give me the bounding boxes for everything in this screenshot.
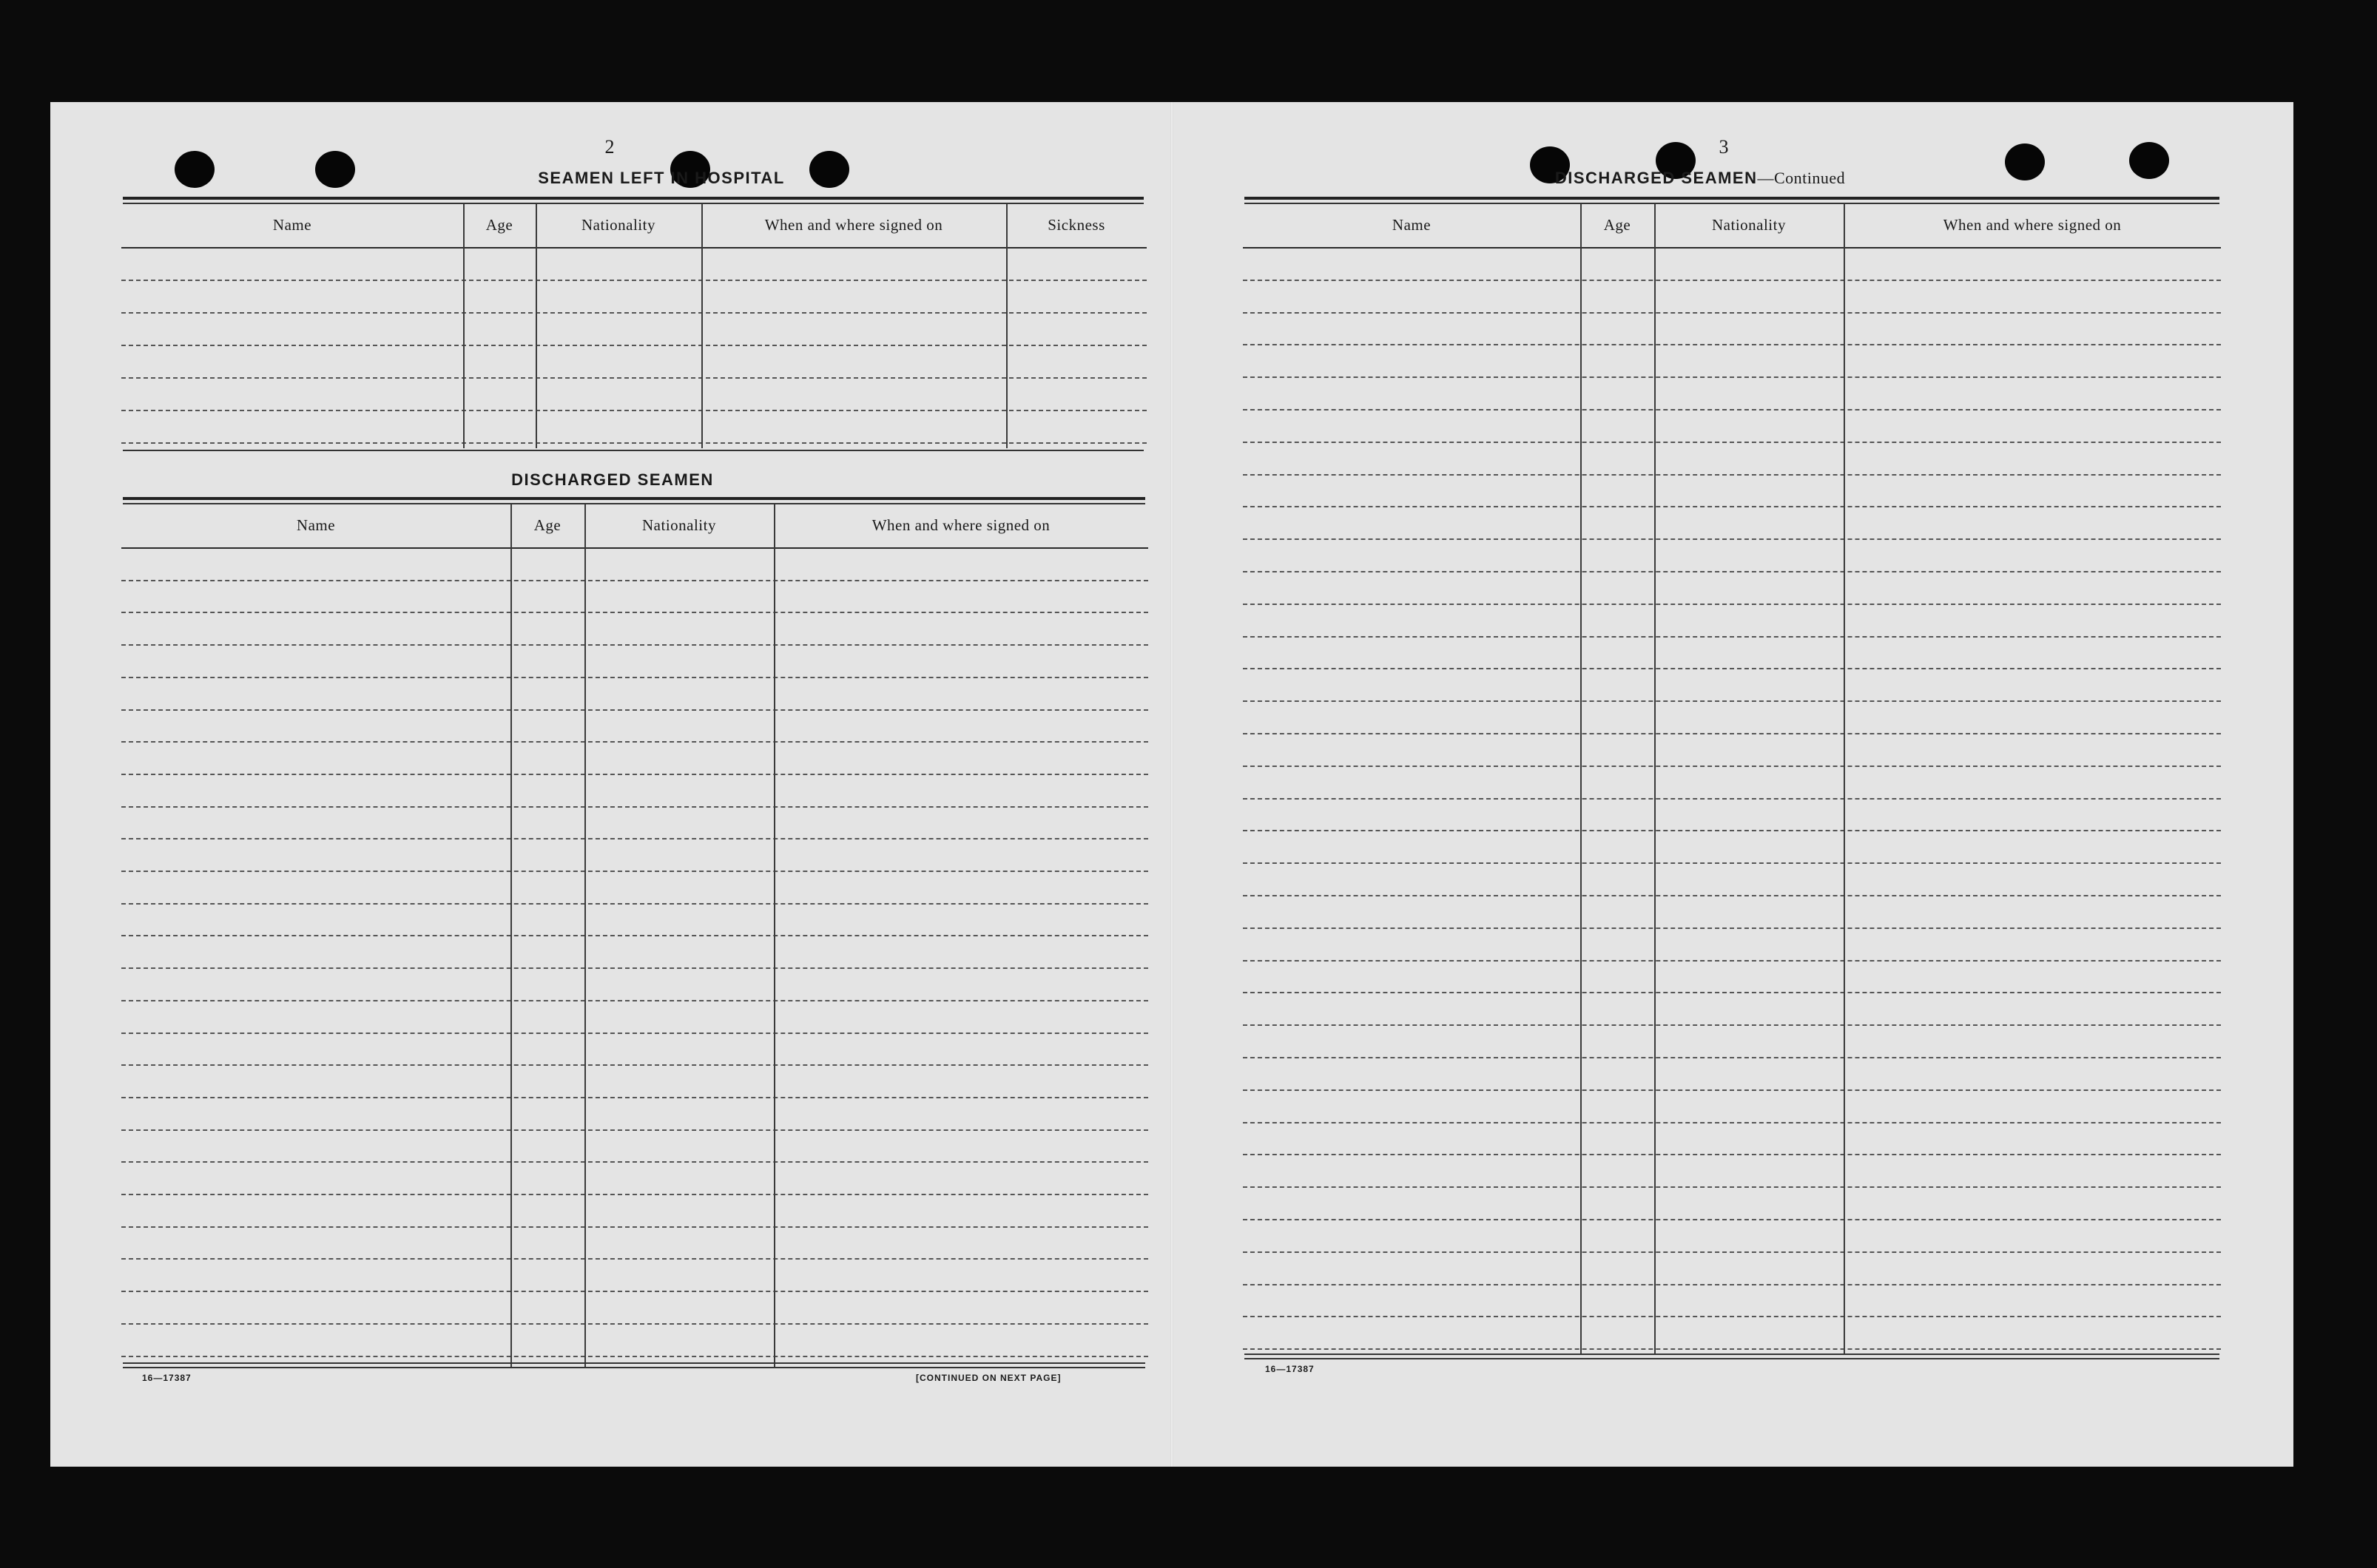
column-divider [1654,204,1656,1354]
table-row [121,345,1147,346]
table-row [1243,442,2221,443]
header-rule [121,247,1147,249]
table-row [1243,506,2221,507]
paper-spread [50,102,2293,1467]
section-title-main: DISCHARGED SEAMEN [1554,169,1758,187]
table-row [1243,927,2221,929]
table-row [1243,344,2221,345]
column-header: Age [485,216,513,234]
table-row [1243,538,2221,540]
table-row [121,806,1148,808]
punch-hole [2005,143,2045,180]
form-code: 16—17387 [142,1373,192,1383]
table-row [121,677,1148,678]
hospital-section-title: SEAMEN LEFT IN HOSPITAL [538,169,785,187]
column-header: When and where signed on [1943,216,2122,234]
table-row [1243,1316,2221,1317]
column-header: Name [272,216,312,234]
column-header: Name [296,516,336,534]
table-row [1243,1348,2221,1350]
column-header: Age [1603,216,1631,234]
punch-hole [315,151,355,188]
table-row [121,935,1148,936]
table-row [121,1000,1148,1001]
table-row [1243,1284,2221,1285]
table-row [121,644,1148,646]
table-row [1243,960,2221,962]
table-row [121,871,1148,872]
table-row [1243,1251,2221,1253]
table-row [121,580,1148,581]
table-row [1243,862,2221,864]
table-bottom-rule [1244,1358,2219,1359]
table-row [121,312,1147,314]
table-row [1243,1122,2221,1123]
right-page [1172,102,2293,1467]
table-row [1243,474,2221,476]
table-row [121,1064,1148,1066]
punch-hole [2129,142,2169,179]
table-row [1243,700,2221,702]
table-row [121,1323,1148,1325]
column-divider [510,504,512,1368]
header-rule [121,547,1148,549]
table-row [121,1033,1148,1034]
discharged-table [121,504,1148,1463]
page-number: 2 [604,136,615,158]
table-row [1243,604,2221,605]
header-rule [1243,247,2221,249]
column-header: Nationality [642,516,716,534]
table-row [121,903,1148,905]
discharged-section-title: DISCHARGED SEAMEN [511,470,714,489]
column-header: When and where signed on [871,516,1051,534]
table-row [121,410,1147,411]
table-row [121,1291,1148,1292]
column-divider [774,504,775,1368]
left-page [50,102,1172,1467]
discharged-continued-title [1523,169,1878,188]
table-row [121,1097,1148,1098]
title-rule [123,197,1144,200]
table-row [1243,733,2221,734]
column-divider [463,204,465,448]
table-row [121,377,1147,379]
table-row [121,741,1148,743]
table-row [121,442,1147,444]
column-header: Nationality [581,216,655,234]
table-row [1243,830,2221,831]
table-row [1243,280,2221,281]
column-header: Name [1392,216,1432,234]
table-row [121,612,1148,613]
table-row [1243,668,2221,669]
column-divider [536,204,537,448]
table-row [1243,1089,2221,1091]
table-row [121,774,1148,775]
column-divider [1844,204,1845,1354]
column-header: Age [533,516,562,534]
title-rule [123,497,1145,500]
table-row [1243,571,2221,572]
column-header: Nationality [1712,216,1786,234]
punch-hole [175,151,215,188]
table-row [1243,409,2221,410]
column-header: Sickness [1048,216,1105,234]
page-number: 3 [1719,136,1729,158]
table-row [121,1161,1148,1163]
table-row [121,709,1148,711]
continued-note: [CONTINUED ON NEXT PAGE] [916,1373,1062,1383]
table-row [1243,1154,2221,1155]
title-rule [1244,197,2219,200]
table-row [121,838,1148,839]
column-divider [584,504,586,1368]
table-row [1243,312,2221,314]
table-row [1243,1219,2221,1220]
table-row [121,1194,1148,1195]
column-divider [701,204,703,448]
column-divider [1006,204,1008,448]
table-row [1243,1057,2221,1058]
table-row [121,1258,1148,1260]
table-row [1243,895,2221,896]
table-bottom-rule [123,1367,1145,1368]
table-bottom-rule [1244,1354,2219,1355]
discharged-continued-table [1243,204,2221,1454]
table-row [121,1226,1148,1228]
section-title-suffix: —Continued [1757,169,1846,187]
table-row [1243,992,2221,993]
table-row [1243,798,2221,800]
table-row [1243,1186,2221,1188]
column-header: When and where signed on [764,216,943,234]
table-row [121,280,1147,281]
table-row [1243,636,2221,638]
table-row [121,1129,1148,1131]
form-code: 16—17387 [1265,1364,1315,1374]
table-bottom-rule [123,1362,1145,1364]
table-row [1243,766,2221,767]
table-rule [123,450,1144,451]
hospital-table [121,204,1147,448]
table-row [121,1356,1148,1357]
column-divider [1580,204,1582,1354]
table-row [121,967,1148,969]
table-row [1243,376,2221,378]
table-row [1243,1024,2221,1026]
